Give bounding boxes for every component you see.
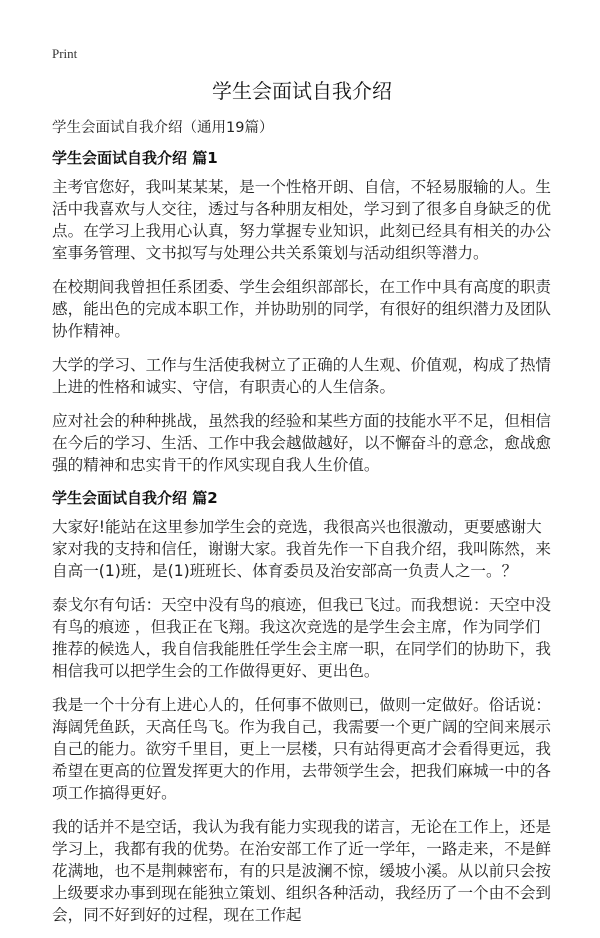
document-subtitle: 学生会面试自我介绍（通用19篇）	[52, 120, 274, 136]
paragraph: 大学的学习、工作与生活使我树立了正确的人生观、价值观，构成了热情上进的性格和诚实、守信，有职责心的人生信条。	[52, 356, 552, 396]
paragraph: 大家好!能站在这里参加学生会的竞选，我很高兴也很激动，更要感谢大家对我的支持和信任，谢谢大家。我首先作一下自我介绍，我叫陈然，来自高一(1)班，是(1)班班长、体育委员及治安部高一负责人之一。？	[52, 518, 552, 580]
section-2	[52, 488, 552, 926]
document-page	[52, 78, 552, 938]
section-heading: 学生会面试自我介绍 篇1	[52, 149, 218, 167]
paragraph: 泰戈尔有句话：天空中没有鸟的痕迹，但我已飞过。而我想说：天空中没有鸟的痕迹 ，但我正在飞翔。我这次竞选的是学生会主席，作为同学们推荐的候选人，我自信我能胜任学生会主席一职，在同学们的协助下，我相信我可以把学生会的工作做得更好、更出色。	[52, 596, 552, 680]
section-1	[52, 148, 552, 476]
document-title: 学生会面试自我介绍	[212, 79, 392, 103]
section-heading: 学生会面试自我介绍 篇2	[52, 489, 218, 507]
paragraph: 我的话并不是空话，我认为我有能力实现我的诺言，无论在工作上，还是学习上，我都有我的优势。在治安部工作了近一学年，一路走来，不是鲜花满地，也不是荆棘密布，有的只是波澜不惊，缓坡小溪。从以前只会按上级要求办事到现在能独立策划、组织各种活动，我经历了一个由不会到会，同不好到好的过程，现在工作起	[52, 818, 552, 924]
print-link[interactable]: Print	[52, 46, 78, 61]
paragraph: 在校期间我曾担任系团委、学生会组织部部长，在工作中具有高度的职责感，能出色的完成本职工作，并协助别的同学，有很好的组织潜力及团队协作精神。	[52, 278, 552, 340]
paragraph: 主考官您好，我叫某某某，是一个性格开朗、自信，不轻易服输的人。生活中我喜欢与人交往，透过与各种朋友相处，学习到了很多自身缺乏的优点。在学习上我用心认真，努力掌握专业知识，此刻已经具有相关的办公室事务管理、文书拟写与处理公共关系策划与活动组织等潜力。	[52, 178, 552, 262]
paragraph: 应对社会的种种挑战，虽然我的经验和某些方面的技能水平不足，但相信在今后的学习、生活、工作中我会越做越好，以不懈奋斗的意念，愈战愈强的精神和忠实肯干的作风实现自我人生价值。	[52, 412, 552, 474]
paragraph: 我是一个十分有上进心人的，任何事不做则已，做则一定做好。俗话说：海阔凭鱼跃，天高任鸟飞。作为我自己，我需要一个更广阔的空间来展示自己的能力。欲穷千里目，更上一层楼，只有站得更高才会看得更远，我希望在更高的位置发挥更大的作用，去带领学生会，把我们麻城一中的各项工作搞得更好。	[52, 696, 552, 802]
